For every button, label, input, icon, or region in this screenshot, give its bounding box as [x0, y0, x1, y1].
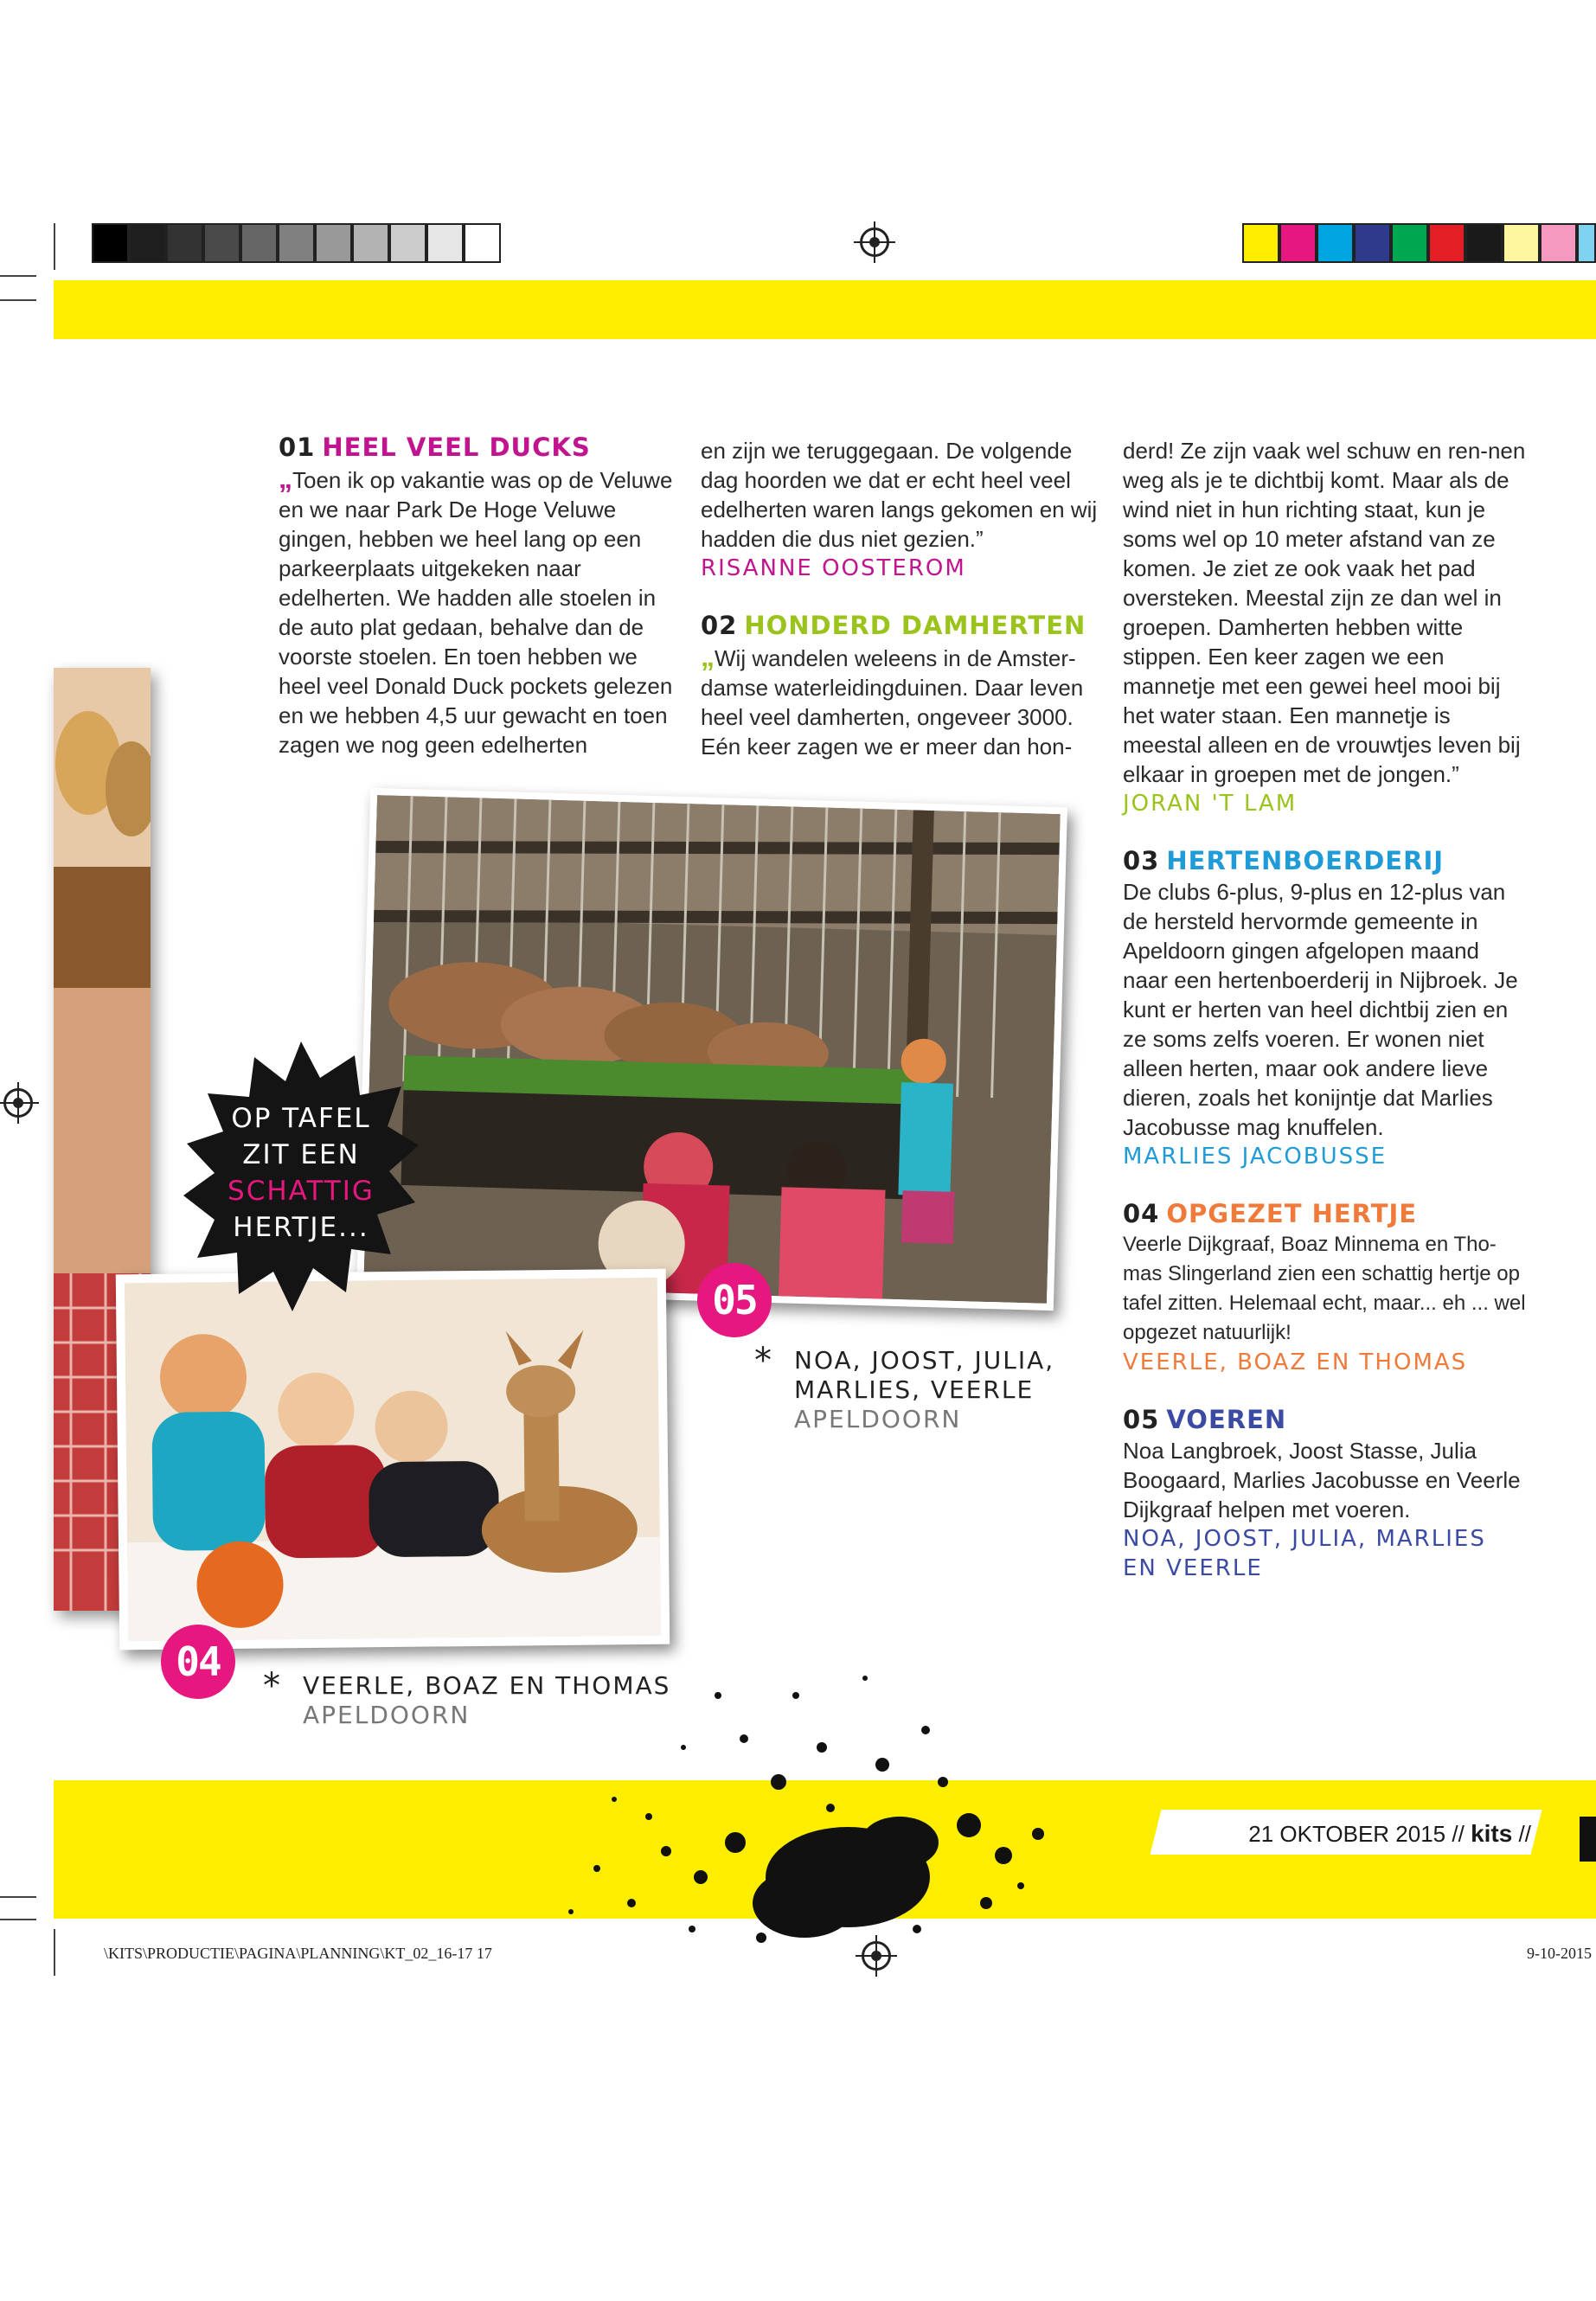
section-01-body: [279, 464, 676, 760]
photo-04-caption-line-1: VEERLE, BOAZ EN THOMAS: [303, 1671, 671, 1700]
article-column-2: [701, 436, 1099, 761]
photo-feeding-deer-graphic: [363, 795, 1060, 1304]
grayscale-swatch: [352, 223, 389, 263]
photo-badge-05: 05: [697, 1263, 772, 1337]
section-02-title: HONDERD DAMHERTEN: [744, 611, 1086, 640]
photo-stuffed-fawn-graphic: [125, 1278, 661, 1641]
asterisk-icon: *: [263, 1666, 282, 1706]
grayscale-swatch: [129, 223, 166, 263]
section-02-signature: JORAN 'T LAM: [1123, 791, 1298, 817]
crop-mark: [0, 275, 36, 277]
section-03-signature: MARLIES JACOBUSSE: [1123, 1144, 1388, 1170]
asterisk-icon: *: [754, 1341, 773, 1381]
photo-05-caption-line-1: NOA, JOOST, JULIA,: [794, 1346, 1055, 1375]
process-color-swatch: [1354, 223, 1391, 263]
registration-mark-icon: [862, 1941, 891, 1971]
section-04-title: OPGEZET HERTJE: [1166, 1199, 1418, 1228]
section-02-body-continued: derd! Ze zijn vaak wel schuw en ren-nen weg als je te dichtbij komt. Maar als de wind niet in hun richting staat, kun je soms wel op 10 meter afstand van ze komen. Je ziet ze ook vaak het pad oversteken. Meestal zijn ze dan wel in groepen. Damherten hebben witte stippen. Een keer zagen we een mannetje met een gewei heel mooi bij het water staan. Een mannetje is meestal alleen en de vrouwtjes leven bij elkaar in groepen met de jongen.”: [1123, 438, 1526, 787]
grayscale-swatch: [92, 223, 129, 263]
photo-feeding-deer: [356, 788, 1067, 1311]
crop-mark: [0, 299, 36, 301]
footer-file-path: \KITS\PRODUCTIE\PAGINA\PLANNING\KT_02_16-17 17: [104, 1945, 492, 1962]
process-color-swatch: [1391, 223, 1428, 263]
process-color-swatch: [1577, 223, 1596, 263]
open-quote: „: [701, 641, 715, 672]
section-05-title: VOEREN: [1166, 1405, 1287, 1434]
section-05-heading: [1123, 1403, 1529, 1436]
section-01-heading: [279, 431, 676, 464]
grayscale-swatch: [166, 223, 203, 263]
section-04-number: 04: [1123, 1199, 1160, 1228]
section-05-body: Noa Langbroek, Joost Stasse, Julia Boogaard, Marlies Jacobusse en Veerle Dijkgraaf helpen met voeren.: [1123, 1438, 1521, 1522]
photo-04-caption-place: APELDOORN: [303, 1701, 471, 1729]
section-03-heading: [1123, 844, 1529, 877]
section-05-signature-line-2: EN VEERLE: [1123, 1555, 1263, 1581]
section-03-title: HERTENBOERDERIJ: [1166, 846, 1445, 875]
starburst-callout: [183, 1042, 419, 1311]
footer-date-line: [1168, 1818, 1531, 1849]
ink-splatter-graphic: [519, 1644, 1073, 1972]
process-color-swatch: [1503, 223, 1540, 263]
crop-mark: [54, 223, 55, 270]
section-04-signature: VEERLE, BOAZ EN THOMAS: [1123, 1349, 1468, 1375]
crop-mark: [0, 1919, 36, 1920]
footer-brand: kits: [1471, 1820, 1513, 1847]
section-01-body-text: Toen ik op vakantie was op de Veluwe en we naar Park De Hoge Veluwe gingen, hebben we heel lang op een parkeerplaats uitgekeken naar edelherten. We hadden alle stoelen in de auto plat gedaan, behalve dan de voorste stoelen. En toen hebben we heel veel Donald Duck pockets gelezen en we hebben 4,5 uur gewacht en toen zagen we nog geen edelherten: [279, 467, 673, 758]
section-01-title: HEEL VEEL DUCKS: [322, 433, 591, 462]
section-01-signature: RISANNE OOSTEROM: [701, 555, 966, 581]
footer-separator: //: [1452, 1821, 1465, 1847]
section-03-body: De clubs 6-plus, 9-plus en 12-plus van de hersteld hervormde gemeente in Apeldoorn gingen afgelopen maand naar een hertenboerderij in Nijbroek. Je kunt er herten van heel dichtbij zien en ze soms zelfs voeren. Er wonen niet alleen herten, maar ook andere lieve dieren, zoals het konijntje dat Marlies Jacobusse mag knuffelen.: [1123, 879, 1518, 1140]
crop-mark: [0, 1896, 36, 1898]
article-column-1: [279, 431, 676, 760]
photo-stuffed-fawn: [116, 1269, 670, 1650]
footer-date: 21 OKTOBER 2015: [1248, 1821, 1446, 1847]
grayscale-swatch: [426, 223, 464, 263]
process-color-swatch: [1465, 223, 1503, 263]
section-01-number: 01: [279, 433, 316, 462]
process-color-swatch: [1242, 223, 1279, 263]
process-color-swatch: [1540, 223, 1577, 263]
registration-mark-icon: [860, 228, 889, 257]
grayscale-swatch: [278, 223, 315, 263]
process-color-swatch: [1279, 223, 1317, 263]
process-color-swatch: [1428, 223, 1465, 263]
section-05-signature-line-1: NOA, JOOST, JULIA, MARLIES: [1123, 1526, 1486, 1552]
section-02-heading: [701, 609, 1099, 642]
section-03-number: 03: [1123, 846, 1160, 875]
photo-05-caption: [754, 1341, 1080, 1434]
section-02-body: [701, 642, 1099, 761]
section-01-body-continued: en zijn we teruggegaan. De volgende dag hoorden we dat er echt heel veel edelherten waren langs gekomen en wij hadden die dus niet gezien.”: [701, 438, 1098, 552]
section-04-body: Veerle Dijkgraaf, Boaz Minnema en Tho-mas Slingerland zien een schattig hertje op tafel zitten. Helemaal echt, maar... eh ... wel opgezet natuurlijk!: [1123, 1233, 1526, 1344]
process-color-swatch: [1317, 223, 1354, 263]
registration-mark-icon: [3, 1088, 33, 1118]
photo-05-caption-place: APELDOORN: [794, 1405, 962, 1433]
top-yellow-band: [54, 280, 1596, 339]
page-edge-tab: [1580, 1817, 1596, 1862]
grayscale-swatch: [464, 223, 501, 263]
grayscale-swatch: [203, 223, 240, 263]
photo-05-caption-line-2: MARLIES, VEERLE: [794, 1375, 1035, 1404]
starburst-text: [183, 1100, 419, 1246]
footer-separator: //: [1518, 1821, 1531, 1847]
footer-print-date: 9-10-2015: [1527, 1945, 1592, 1962]
grayscale-swatch: [240, 223, 278, 263]
crop-mark: [54, 1929, 55, 1976]
grayscale-swatch: [315, 223, 352, 263]
section-05-number: 05: [1123, 1405, 1160, 1434]
starburst-line-2: ZIT EEN: [242, 1139, 360, 1170]
photo-badge-04: 04: [161, 1625, 235, 1699]
section-02-number: 02: [701, 611, 738, 640]
section-02-body-text: Wij wandelen weleens in de Amster-damse waterleidingduinen. Daar leven heel veel damherten, ongeveer 3000. Eén keer zagen we er meer dan hon-: [701, 645, 1084, 760]
starburst-line-4: HERTJE...: [233, 1212, 369, 1243]
starburst-line-1: OP TAFEL: [231, 1103, 371, 1134]
section-04-heading: [1123, 1197, 1529, 1230]
open-quote: „: [279, 463, 292, 494]
article-column-3: [1123, 436, 1529, 1583]
grayscale-swatch: [389, 223, 426, 263]
starburst-line-3: SCHATTIG: [228, 1176, 375, 1207]
